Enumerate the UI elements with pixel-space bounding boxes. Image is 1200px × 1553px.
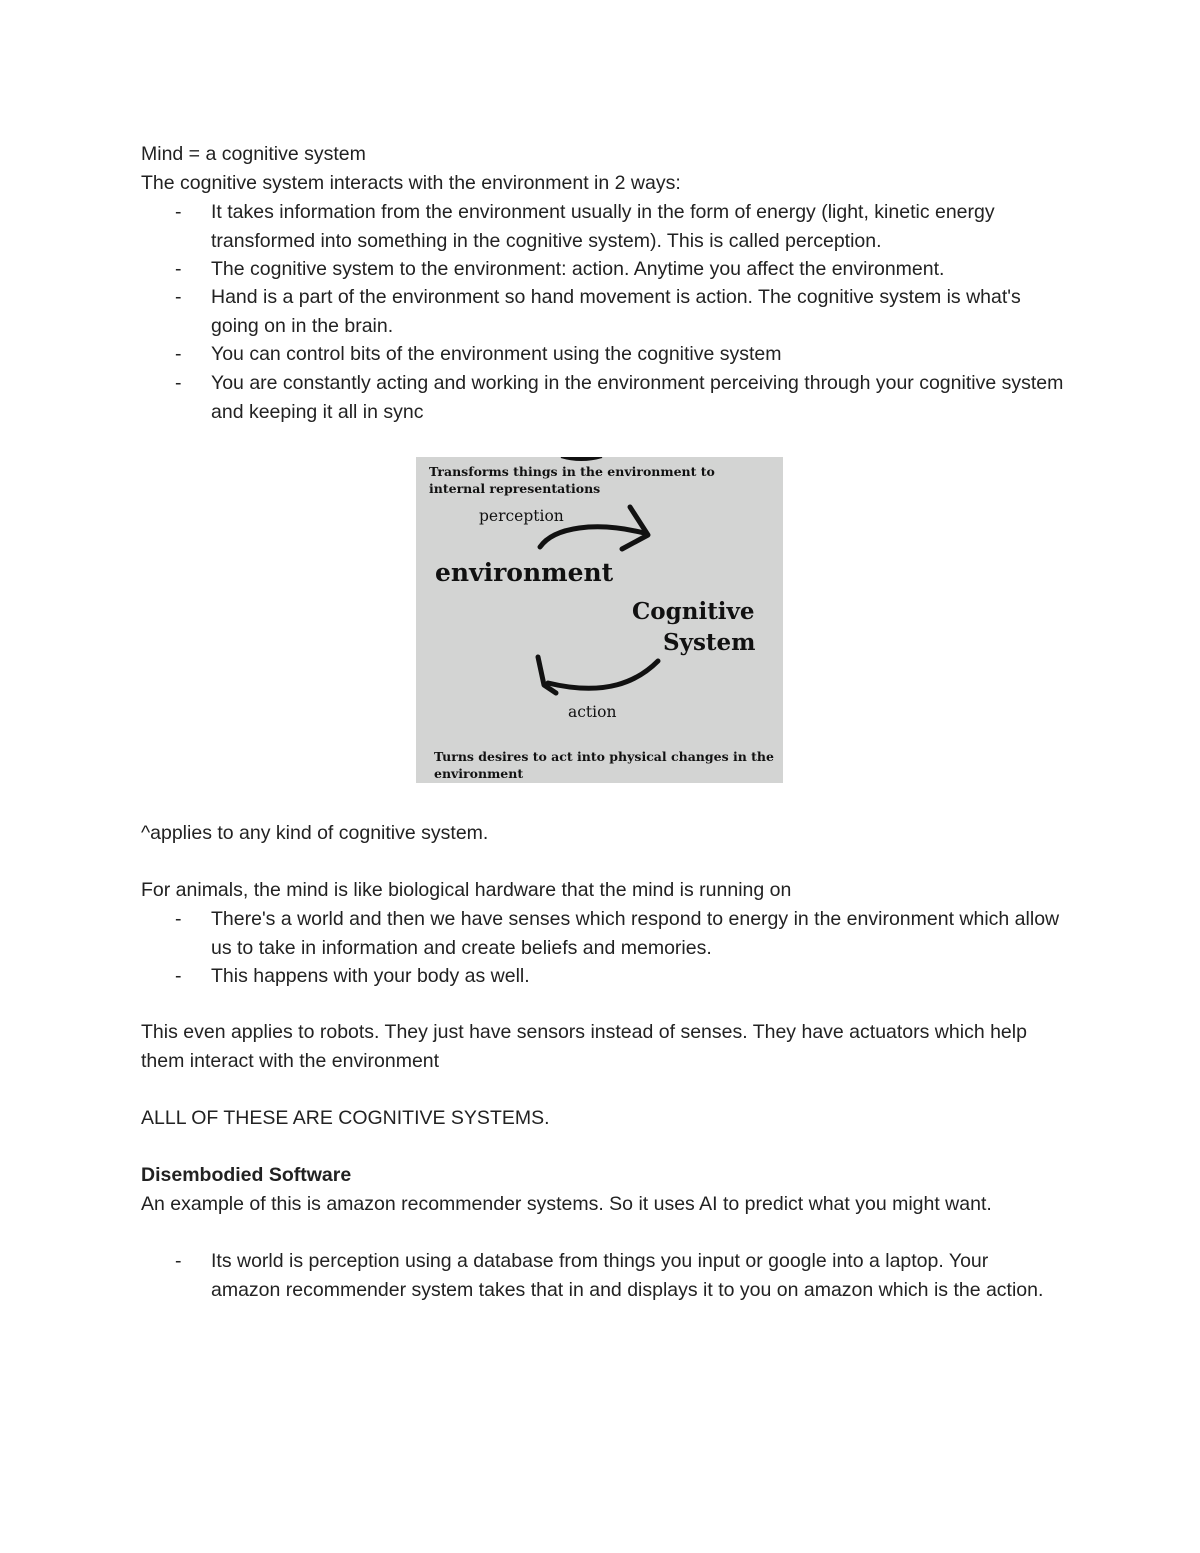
bullet-text: You can control bits of the environment using the cognitive system xyxy=(211,343,782,365)
all-systems-statement: ALLL OF THESE ARE COGNITIVE SYSTEMS. xyxy=(141,1107,550,1129)
bullet-dash: - xyxy=(175,201,182,223)
intro-line-interacts: The cognitive system interacts with the environment in 2 ways: xyxy=(141,172,681,194)
section-heading: Disembodied Software xyxy=(141,1164,352,1186)
action-arrowhead xyxy=(538,657,556,693)
bullet-dash: - xyxy=(175,908,182,930)
cognitive-label: Cognitive xyxy=(632,598,755,625)
disembodied-paragraph: An example of this is amazon recommender systems. So it uses AI to predict what you might want. xyxy=(141,1193,992,1215)
robots-paragraph: This even applies to robots. They just have sensors instead of senses. They have actuators which help them interact with the environment xyxy=(141,1021,1027,1072)
bullet-dash: - xyxy=(175,1250,182,1272)
bullet-dash: - xyxy=(175,372,182,394)
intro-line-mind: Mind = a cognitive system xyxy=(141,143,366,165)
perception-label: perception xyxy=(479,507,564,525)
system-label: System xyxy=(663,629,756,656)
bullet-dash: - xyxy=(175,965,182,987)
bullet-dash: - xyxy=(175,258,182,280)
bullet-text: Its world is perception using a database from things you input or google into a laptop. Your amazon recommender system takes that in and displays it to you on amazon which is the action. xyxy=(211,1250,1044,1301)
applies-note: ^applies to any kind of cognitive system. xyxy=(141,822,489,844)
bullet-text: You are constantly acting and working in the environment perceiving through your cognitive system and keeping it all in sync xyxy=(211,372,1064,423)
figure-bottom-caption: Turns desires to act into physical changes in the environment xyxy=(434,749,774,781)
bullet-dash: - xyxy=(175,343,182,365)
environment-label: environment xyxy=(435,558,614,587)
bullet-text: This happens with your body as well. xyxy=(211,965,530,987)
bullet-text: The cognitive system to the environment: action. Anytime you affect the environment. xyxy=(211,258,945,280)
bullet-text: There's a world and then we have senses which respond to energy in the environment which allow us to take in information and create beliefs and memories. xyxy=(211,908,1060,959)
animals-paragraph: For animals, the mind is like biological hardware that the mind is running on xyxy=(141,879,792,901)
cognitive-cycle-diagram xyxy=(416,457,783,783)
bullet-text: It takes information from the environment usually in the form of energy (light, kinetic energy transformed into something in the cognitive system). This is called perception. xyxy=(211,201,995,252)
action-arrow xyxy=(548,661,658,688)
top-arc-fragment xyxy=(561,457,602,460)
bullet-text: Hand is a part of the environment so hand movement is action. The cognitive system is what's going on in the brain. xyxy=(211,286,1021,337)
action-label: action xyxy=(568,703,617,721)
bullet-dash: - xyxy=(175,286,182,308)
figure-top-caption: Transforms things in the environment to internal representations xyxy=(429,464,715,496)
